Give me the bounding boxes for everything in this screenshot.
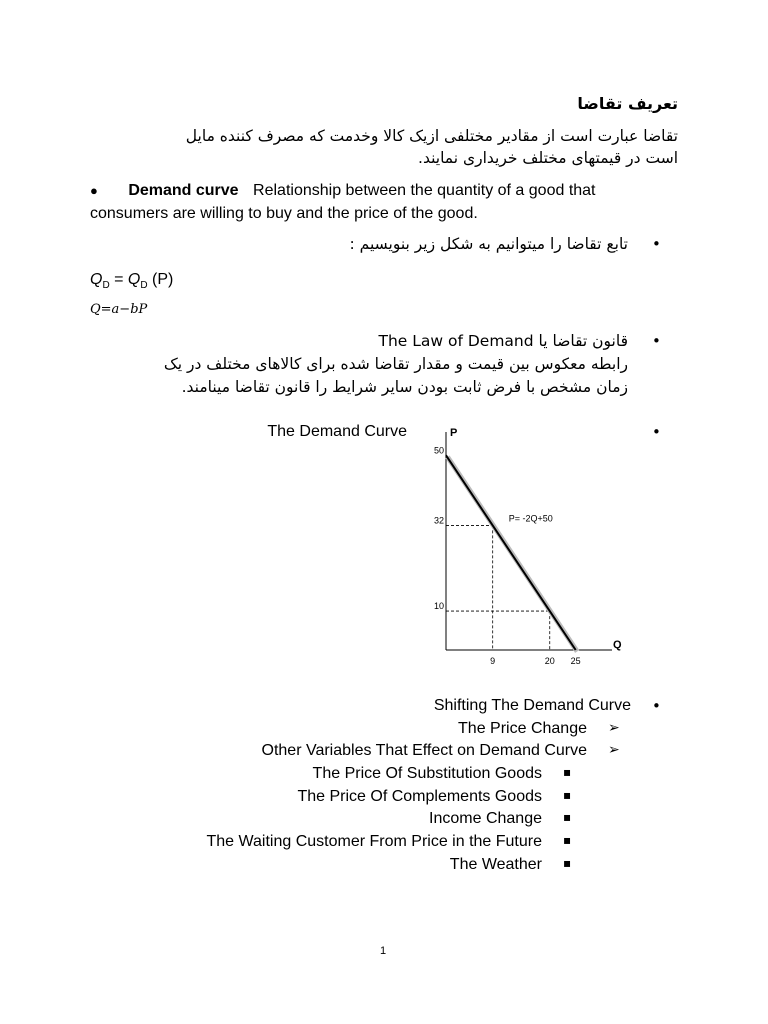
law-line-1: رابطه معکوس بین قیمت و مقدار تقاضا شده برای کالاهای مختلف در یک <box>163 355 628 373</box>
formula-p: (P) <box>147 271 174 288</box>
definition-bullet: ● <box>90 183 98 198</box>
sub-item-price-change: The Price Change <box>458 720 587 737</box>
sub-item-other-variables: Other Variables That Effect on Demand Curve <box>261 742 587 759</box>
x-tick-label-9: 9 <box>490 656 496 666</box>
page-number: 1 <box>380 945 387 957</box>
demand-curve-item: The Demand Curve <box>267 423 407 440</box>
law-of-demand-title: قانون تقاضا یا The Law of Demand <box>378 332 628 350</box>
equation-label: P= -2Q+50 <box>508 513 553 524</box>
factor-future-price-expectation: The Waiting Customer From Price in the Future <box>206 833 542 850</box>
section-heading: تعریف تقاضا <box>577 94 678 113</box>
y-tick-label-10: 10 <box>433 601 444 612</box>
definition-text-line-2: consumers are willing to buy and the price of the good. <box>90 205 478 222</box>
square-marker: ▪ <box>563 788 572 802</box>
definition-text: Relationship between the quantity of a good that <box>253 182 596 199</box>
factor-substitution-goods: The Price Of Substitution Goods <box>312 765 542 782</box>
factor-income-change: Income Change <box>429 810 542 827</box>
factor-weather: The Weather <box>449 856 542 873</box>
y-tick-label-50: 50 <box>433 445 444 456</box>
formula-equals: = <box>109 271 128 288</box>
formula-sub-d: D <box>102 280 110 292</box>
y-tick-label-32: 32 <box>433 515 444 526</box>
formula-qd <box>90 271 173 291</box>
demand-curve-chart <box>420 420 640 680</box>
formula-q: Q <box>90 271 103 288</box>
square-marker: ▪ <box>563 765 572 779</box>
demand-curve-definition <box>90 182 596 200</box>
shifting-title: Shifting The Demand Curve <box>433 697 631 714</box>
arrow-marker: ➢ <box>608 720 620 736</box>
definition-term: Demand curve <box>128 182 239 199</box>
bullet-marker: • <box>652 235 661 253</box>
y-axis-label: P <box>450 427 458 439</box>
x-tick-label-25: 25 <box>570 656 581 666</box>
formula-sub-d-2: D <box>140 280 148 292</box>
function-item: تابع تقاضا را میتوانیم به شکل زیر بنویسیم : <box>349 235 628 253</box>
formula-q-2: Q <box>127 271 141 288</box>
bullet-marker: • <box>652 697 661 715</box>
arrow-marker: ➢ <box>608 742 620 758</box>
bullet-marker: • <box>652 332 661 350</box>
factor-complement-goods: The Price Of Complements Goods <box>297 788 542 805</box>
bullet-marker: • <box>652 423 661 441</box>
square-marker: ▪ <box>563 810 572 824</box>
formula-linear: Q=a−bP <box>90 302 148 317</box>
x-tick-label-20: 20 <box>544 656 555 666</box>
demand-line <box>446 455 576 650</box>
law-line-2: زمان مشخص با فرض ثابت بودن سایر شرایط را قانون تقاضا مینامند. <box>181 378 628 396</box>
intro-line-2: است در قیمتهای مختلف خریداری نمایند. <box>418 149 678 167</box>
square-marker: ▪ <box>563 833 572 847</box>
square-marker: ▪ <box>563 856 572 870</box>
intro-line-1: تقاضا عبارت است از مقادیر مختلفی ازیک کالا وخدمت که مصرف کننده مایل <box>185 127 678 145</box>
x-axis-label: Q <box>613 639 622 651</box>
